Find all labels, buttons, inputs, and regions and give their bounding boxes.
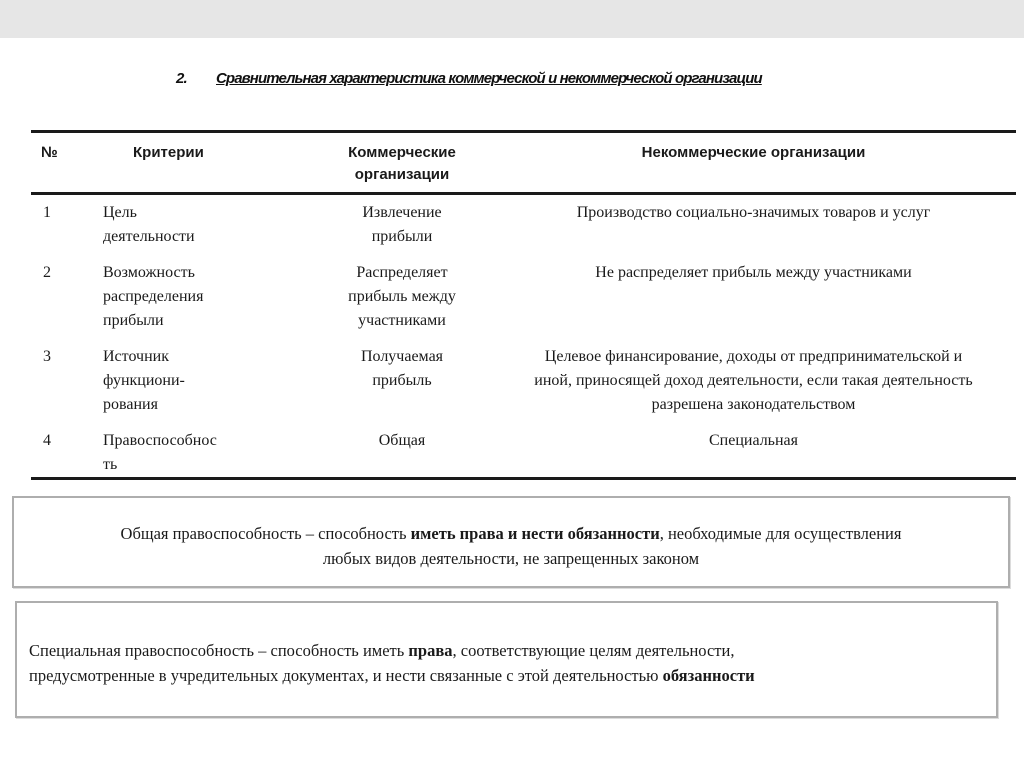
general-text-line2: любых видов деятельности, не запрещенных законом (322, 549, 700, 568)
cell-commercial (313, 194, 491, 260)
cell-noncommercial-line: Не распределяет прибыль между участниками (595, 264, 912, 281)
cell-commercial-line: прибыль между (348, 288, 456, 305)
header-num: № (41, 144, 58, 161)
cell-commercial (313, 427, 491, 477)
cell-criteria (101, 194, 313, 260)
cell-num-text: 2 (43, 264, 51, 281)
cell-num-text: 4 (43, 432, 51, 449)
cell-criteria-line: Правоспособнос (103, 432, 217, 449)
cell-commercial (313, 259, 491, 343)
cell-noncommercial-line: Специальная (708, 432, 798, 449)
cell-noncommercial (491, 194, 1016, 260)
cell-commercial-line: прибыли (371, 228, 433, 245)
cell-criteria-line: функциони- (103, 372, 185, 389)
cell-commercial-line: участниками (358, 312, 446, 329)
cell-criteria-line: Источник (103, 348, 169, 365)
special-text-pre: Специальная правоспособность – способность иметь (29, 641, 409, 660)
cell-num (31, 259, 101, 343)
cell-noncommercial (491, 427, 1016, 477)
table-header-row (31, 133, 1016, 194)
title-number: 2. (176, 70, 187, 87)
cell-noncommercial (491, 343, 1016, 427)
cell-criteria (101, 259, 313, 343)
cell-criteria-line: деятельности (103, 228, 195, 245)
cell-num-text: 3 (43, 348, 51, 365)
header-noncommercial: Некоммерческие организации (641, 144, 866, 161)
cell-commercial-line: Получаемая (360, 348, 444, 365)
cell-commercial-line: Общая (378, 432, 426, 449)
cell-noncommercial-line: Целевое финансирование, доходы от предпринимательской и (544, 348, 963, 365)
general-text-post: , необходимые для осуществления (659, 524, 902, 543)
general-capacity-box (12, 496, 1010, 588)
special-capacity-box (15, 601, 998, 718)
cell-criteria (101, 343, 313, 427)
cell-criteria-line: Возможность (103, 264, 195, 281)
table-row (31, 427, 1016, 477)
page-title (176, 70, 762, 87)
table-row (31, 343, 1016, 427)
cell-criteria-line: рования (103, 396, 158, 413)
header-criteria: Критерии (133, 144, 204, 161)
cell-criteria (101, 427, 313, 477)
special-text-line2: предусмотренные в учредительных документах, и нести связанные с этой деятельностью (29, 666, 663, 685)
title-text: Сравнительная характеристика коммерческой и некоммерческой организации (216, 70, 762, 87)
header-commercial-line1: Коммерческие (348, 144, 456, 161)
cell-noncommercial-line: разрешена законодательством (651, 396, 856, 413)
cell-noncommercial-line: иной, приносящей доход деятельности, если такая деятельность (534, 372, 973, 389)
cell-commercial-line: прибыль (372, 372, 432, 389)
special-text-bold1: права (408, 641, 453, 660)
cell-num (31, 194, 101, 260)
cell-criteria-line: ть (103, 456, 118, 473)
general-text-pre: Общая правоспособность – способность (120, 524, 411, 543)
table-row (31, 259, 1016, 343)
cell-num (31, 343, 101, 427)
cell-criteria-line: Цель (103, 204, 137, 221)
cell-commercial-line: Извлечение (362, 204, 442, 221)
cell-criteria-line: распределения (103, 288, 204, 305)
cell-noncommercial-line: Производство социально-значимых товаров и услуг (576, 204, 931, 221)
cell-num-text: 1 (43, 204, 51, 221)
comparison-table (31, 130, 1016, 480)
cell-criteria-line: прибыли (103, 312, 164, 329)
header-commercial (313, 133, 491, 194)
cell-commercial (313, 343, 491, 427)
table-row (31, 194, 1016, 260)
cell-commercial-line: Распределяет (356, 264, 448, 281)
cell-num (31, 427, 101, 477)
header-commercial-line2: организации (354, 166, 450, 183)
special-text-bold2: обязанности (662, 666, 755, 685)
general-text-bold: иметь права и нести обязанности (410, 524, 660, 543)
top-bar (0, 0, 1024, 38)
special-text-post1: , соответствующие целям деятельности, (452, 641, 735, 660)
cell-noncommercial (491, 259, 1016, 343)
